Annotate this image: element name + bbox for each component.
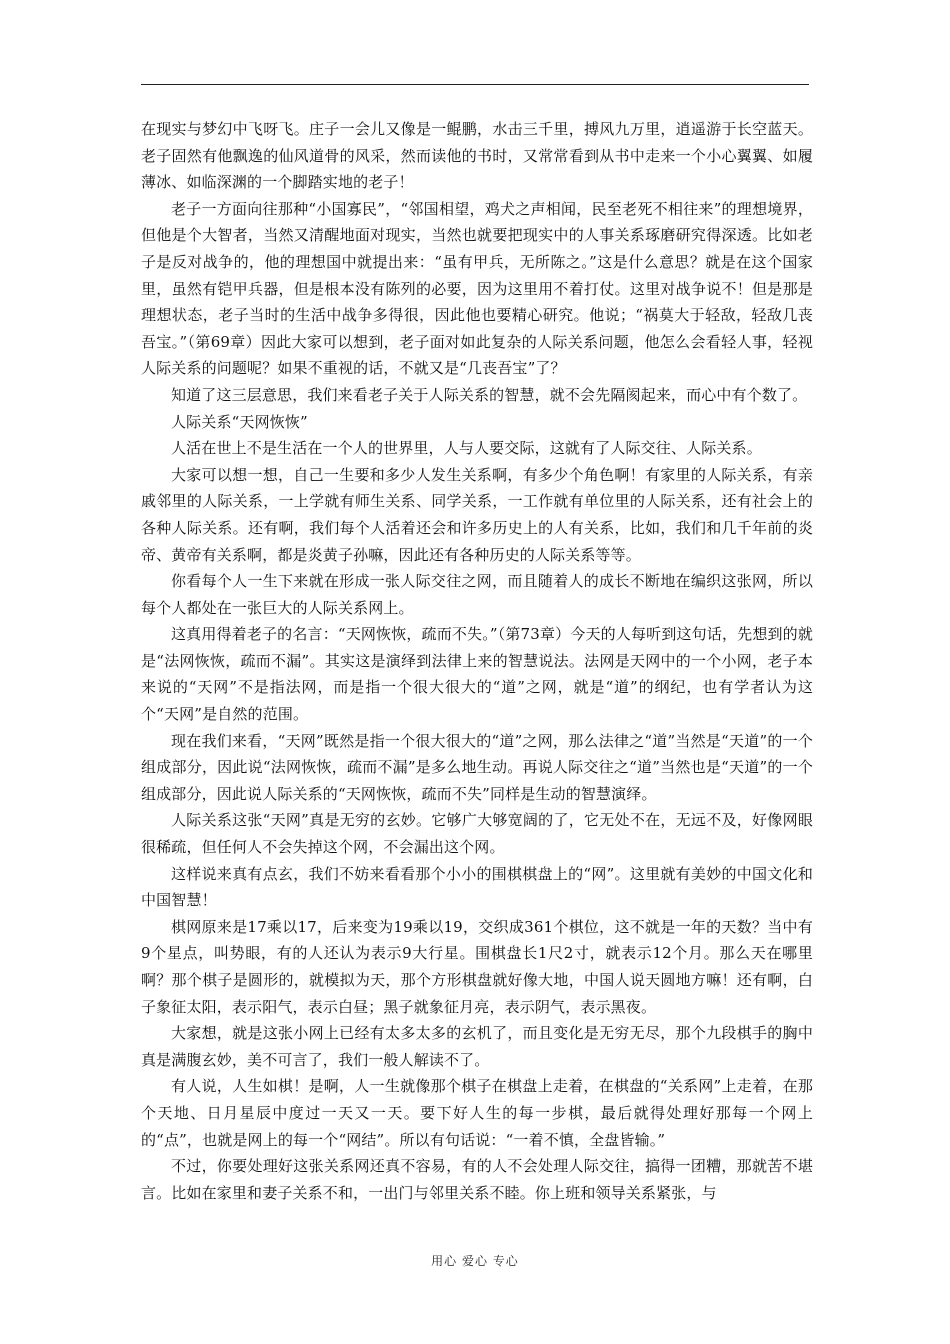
page-footer: 用心 爱心 专心 bbox=[431, 1254, 519, 1268]
paragraph: 知道了这三层意思，我们来看老子关于人际关系的智慧，就不会先隔阂起来，而心中有个数了。 bbox=[171, 385, 808, 404]
document-body bbox=[141, 116, 813, 1206]
paragraph: 现在我们来看，“天网”既然是指一个很大很大的“道”之网，那么法律之“道”当然是“天道”的一个组成部分，因此说“法网恢恢，疏而不漏”是多么地生动。再说人际交往之“道”当然也是“天道”的一个组成部分，因此说人际关系的“天网恢恢，疏而不失”同样是生动的智慧演绎。 bbox=[141, 731, 813, 803]
paragraph: 大家可以想一想，自己一生要和多少人发生关系啊，有多少个角色啊！有家里的人际关系，有亲戚邻里的人际关系，一上学就有师生关系、同学关系，一工作就有单位里的人际关系，还有社会上的各种人际关系。还有啊，我们每个人活着还会和许多历史上的人有关系，比如，我们和几千年前的炎帝、黄帝有关系啊，都是炎黄子孙嘛，因此还有各种历史的人际关系等等。 bbox=[141, 465, 813, 564]
paragraph: 棋网原来是17乘以17，后来变为19乘以19，交织成361个棋位，这不就是一年的天数？当中有9个星点，叫势眼，有的人还认为表示9大行星。围棋盘长1尺2寸，就表示12个月。那么天在哪里啊？那个棋子是圆形的，就模拟为天，那个方形棋盘就好像大地，中国人说天圆地方嘛！还有啊，白子象征太阳，表示阳气，表示白昼；黑子就象征月亮，表示阴气，表示黑夜。 bbox=[141, 917, 813, 1016]
paragraph: 大家想，就是这张小网上已经有太多太多的玄机了，而且变化是无穷无尽，那个九段棋手的胸中真是满腹玄妙，美不可言了，我们一般人解读不了。 bbox=[141, 1024, 813, 1069]
paragraph: 这真用得着老子的名言：“天网恢恢，疏而不失。”（第73章）今天的人每听到这句话，先想到的就是“法网恢恢，疏而不漏”。其实这是演绎到法律上来的智慧说法。法网是天网中的一个小网，老子本来说的“天网”不是指法网，而是指一个很大很大的“道”之网，就是“道”的纲纪，也有学者认为这个“天网”是自然的范围。 bbox=[141, 625, 813, 724]
paragraph: 有人说，人生如棋！是啊，人一生就像那个棋子在棋盘上走着，在棋盘的“关系网”上走着，在那个天地、日月星辰中度过一天又一天。要下好人生的每一步棋，最后就得处理好那每一个网上的“点”，也就是网上的每一个“网结”。所以有句话说：“一着不慎，全盘皆输。” bbox=[141, 1077, 813, 1149]
paragraph: 在现实与梦幻中飞呀飞。庄子一会儿又像是一鲲鹏，水击三千里，搏风九万里，逍遥游于长空蓝天。老子固然有他飘逸的仙风道骨的风采，然而读他的书时，又常常看到从书中走来一个小心翼翼、如履薄冰、如临深渊的一个脚踏实地的老子！ bbox=[141, 120, 813, 192]
paragraph: 不过，你要处理好这张关系网还真不容易，有的人不会处理人际交往，搞得一团糟，那就苦不堪言。比如在家里和妻子关系不和，一出门与邻里关系不睦。你上班和领导关系紧张，与 bbox=[141, 1157, 813, 1202]
paragraph: 你看每个人一生下来就在形成一张人际交往之网，而且随着人的成长不断地在编织这张网，所以每个人都处在一张巨大的人际关系网上。 bbox=[141, 572, 813, 617]
section-heading: 人际关系“天网恢恢” bbox=[171, 412, 308, 431]
paragraph: 人际关系这张“天网”真是无穷的玄妙。它够广大够宽阔的了，它无处不在，无远不及，好像网眼很稀疏，但任何人不会失掉这个网，不会漏出这个网。 bbox=[141, 811, 813, 857]
paragraph: 这样说来真有点玄，我们不妨来看看那个小小的围棋棋盘上的“网”。这里就有美妙的中国文化和中国智慧！ bbox=[141, 864, 813, 910]
paragraph: 老子一方面向往那种“小国寡民”，“邻国相望，鸡犬之声相闻，民至老死不相往来”的理想境界，但他是个大智者，当然又清醒地面对现实，当然也就要把现实中的人事关系琢磨研究得深透。比如老子是反对战争的，他的理想国中就提出来：“虽有甲兵，无所陈之。”这是什么意思？就是在这个国家里，虽然有铠甲兵器，但是根本没有陈列的必要，因为这里用不着打仗。这里对战争说不！但是那是理想状态，老子当时的生活中战争多得很，因此他也要精心研究。他说；“祸莫大于轻敌，轻敌几丧吾宝。”（第69章）因此大家可以想到，老子面对如此复杂的人际关系问题，他怎么会看轻人事，轻视人际关系的问题呢？如果不重视的话，不就又是“几丧吾宝”了？ bbox=[141, 199, 813, 378]
paragraph: 人活在世上不是生活在一个人的世界里，人与人要交际，这就有了人际交往、人际关系。 bbox=[171, 439, 762, 458]
header-rule bbox=[141, 84, 809, 85]
